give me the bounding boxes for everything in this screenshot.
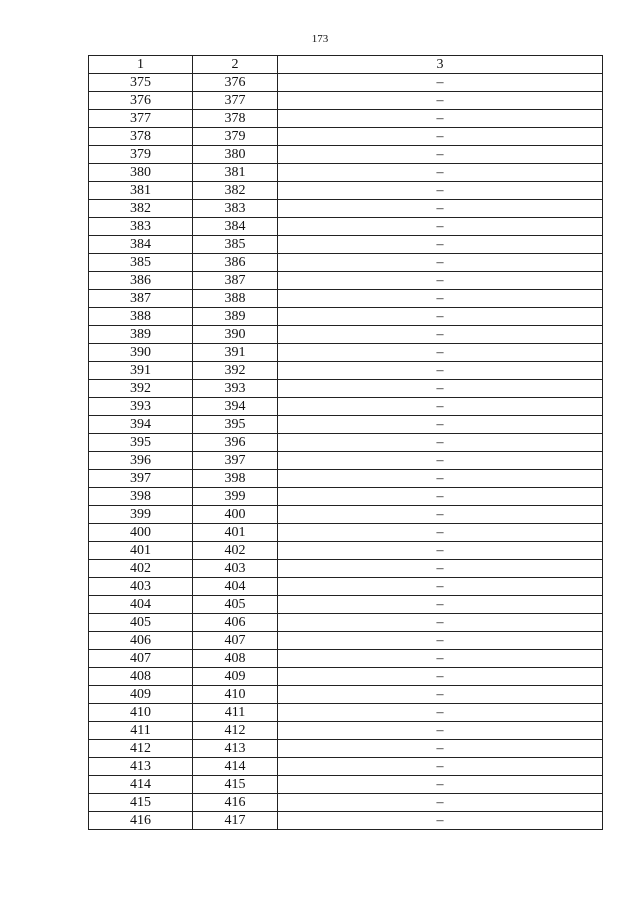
table-row xyxy=(89,218,603,236)
table-row xyxy=(89,740,603,758)
table-cell-col-1: 396 xyxy=(89,452,193,470)
table-cell-col-2: 382 xyxy=(193,182,278,200)
table-row xyxy=(89,308,603,326)
table-cell-col-3: – xyxy=(278,74,603,92)
table-cell-col-3: – xyxy=(278,218,603,236)
table-cell-col-1: 392 xyxy=(89,380,193,398)
table-row xyxy=(89,506,603,524)
table-cell-col-2: 376 xyxy=(193,74,278,92)
table-cell-col-2: 413 xyxy=(193,740,278,758)
table-cell-col-1: 378 xyxy=(89,128,193,146)
table-row xyxy=(89,488,603,506)
table-cell-col-1: 377 xyxy=(89,110,193,128)
table-cell-col-2: 380 xyxy=(193,146,278,164)
table-row xyxy=(89,344,603,362)
table-cell-col-1: 390 xyxy=(89,344,193,362)
table-cell-col-3: – xyxy=(278,614,603,632)
table-cell-col-3: – xyxy=(278,650,603,668)
table-cell-col-2: 397 xyxy=(193,452,278,470)
table-cell-col-3: – xyxy=(278,812,603,830)
table-cell-col-1: 382 xyxy=(89,200,193,218)
table-row xyxy=(89,686,603,704)
table-row xyxy=(89,794,603,812)
table-cell-col-2: 399 xyxy=(193,488,278,506)
column-header-2: 2 xyxy=(193,56,278,74)
table-cell-col-1: 386 xyxy=(89,272,193,290)
table-row xyxy=(89,776,603,794)
table-row xyxy=(89,110,603,128)
table-row xyxy=(89,128,603,146)
table-cell-col-3: – xyxy=(278,506,603,524)
table-cell-col-3: – xyxy=(278,398,603,416)
table-row xyxy=(89,236,603,254)
table-row xyxy=(89,812,603,830)
table-cell-col-2: 412 xyxy=(193,722,278,740)
data-table xyxy=(88,55,603,830)
table-cell-col-3: – xyxy=(278,308,603,326)
table-row xyxy=(89,452,603,470)
table-cell-col-1: 385 xyxy=(89,254,193,272)
table-row xyxy=(89,542,603,560)
table-cell-col-1: 413 xyxy=(89,758,193,776)
table-row xyxy=(89,470,603,488)
table-cell-col-2: 394 xyxy=(193,398,278,416)
table-cell-col-1: 404 xyxy=(89,596,193,614)
table-cell-col-3: – xyxy=(278,380,603,398)
table-cell-col-3: – xyxy=(278,236,603,254)
table-cell-col-3: – xyxy=(278,722,603,740)
column-header-3: 3 xyxy=(278,56,603,74)
table-cell-col-3: – xyxy=(278,128,603,146)
table-cell-col-1: 397 xyxy=(89,470,193,488)
table-cell-col-3: – xyxy=(278,668,603,686)
table-cell-col-1: 389 xyxy=(89,326,193,344)
table-cell-col-2: 378 xyxy=(193,110,278,128)
table-cell-col-2: 377 xyxy=(193,92,278,110)
table-cell-col-1: 416 xyxy=(89,812,193,830)
table-row xyxy=(89,632,603,650)
table-cell-col-3: – xyxy=(278,362,603,380)
table-header-row xyxy=(89,56,603,74)
table-cell-col-2: 396 xyxy=(193,434,278,452)
table-cell-col-3: – xyxy=(278,182,603,200)
table-row xyxy=(89,650,603,668)
table-cell-col-3: – xyxy=(278,92,603,110)
table-row xyxy=(89,416,603,434)
table-cell-col-2: 379 xyxy=(193,128,278,146)
table-cell-col-3: – xyxy=(278,632,603,650)
table-cell-col-3: – xyxy=(278,704,603,722)
table-row xyxy=(89,254,603,272)
table-cell-col-3: – xyxy=(278,434,603,452)
table-cell-col-1: 399 xyxy=(89,506,193,524)
table-cell-col-3: – xyxy=(278,146,603,164)
table-cell-col-1: 375 xyxy=(89,74,193,92)
table-cell-col-3: – xyxy=(278,794,603,812)
table-row xyxy=(89,146,603,164)
table-cell-col-1: 381 xyxy=(89,182,193,200)
table-cell-col-2: 417 xyxy=(193,812,278,830)
table-cell-col-2: 381 xyxy=(193,164,278,182)
table-cell-col-3: – xyxy=(278,452,603,470)
table-row xyxy=(89,74,603,92)
table-cell-col-3: – xyxy=(278,110,603,128)
table-cell-col-2: 386 xyxy=(193,254,278,272)
table-cell-col-2: 403 xyxy=(193,560,278,578)
table-cell-col-1: 409 xyxy=(89,686,193,704)
table-row xyxy=(89,596,603,614)
table-cell-col-3: – xyxy=(278,776,603,794)
table-cell-col-1: 398 xyxy=(89,488,193,506)
table-cell-col-2: 416 xyxy=(193,794,278,812)
table-row xyxy=(89,524,603,542)
table-cell-col-3: – xyxy=(278,470,603,488)
table-row xyxy=(89,668,603,686)
table-cell-col-1: 380 xyxy=(89,164,193,182)
table-cell-col-1: 394 xyxy=(89,416,193,434)
table-cell-col-2: 401 xyxy=(193,524,278,542)
table-cell-col-1: 410 xyxy=(89,704,193,722)
table-cell-col-2: 415 xyxy=(193,776,278,794)
table-cell-col-1: 402 xyxy=(89,560,193,578)
table-cell-col-2: 410 xyxy=(193,686,278,704)
table-cell-col-1: 405 xyxy=(89,614,193,632)
table-row xyxy=(89,758,603,776)
table-cell-col-1: 414 xyxy=(89,776,193,794)
table-row xyxy=(89,434,603,452)
table-cell-col-2: 402 xyxy=(193,542,278,560)
table-cell-col-3: – xyxy=(278,740,603,758)
table-cell-col-3: – xyxy=(278,326,603,344)
table-cell-col-1: 411 xyxy=(89,722,193,740)
page-number: 173 xyxy=(311,33,329,45)
table-cell-col-2: 387 xyxy=(193,272,278,290)
table-cell-col-1: 406 xyxy=(89,632,193,650)
table-cell-col-2: 407 xyxy=(193,632,278,650)
table-cell-col-3: – xyxy=(278,758,603,776)
table-cell-col-3: – xyxy=(278,596,603,614)
table-row xyxy=(89,560,603,578)
table-cell-col-1: 407 xyxy=(89,650,193,668)
table-cell-col-3: – xyxy=(278,542,603,560)
table-cell-col-2: 390 xyxy=(193,326,278,344)
table-cell-col-2: 414 xyxy=(193,758,278,776)
table-cell-col-1: 384 xyxy=(89,236,193,254)
table-cell-col-2: 393 xyxy=(193,380,278,398)
table-row xyxy=(89,578,603,596)
table-cell-col-1: 393 xyxy=(89,398,193,416)
table-row xyxy=(89,200,603,218)
table-cell-col-2: 391 xyxy=(193,344,278,362)
table-cell-col-2: 392 xyxy=(193,362,278,380)
table-cell-col-3: – xyxy=(278,290,603,308)
table-cell-col-3: – xyxy=(278,416,603,434)
table-cell-col-3: – xyxy=(278,560,603,578)
table-body xyxy=(89,74,603,830)
table-cell-col-1: 415 xyxy=(89,794,193,812)
table-row xyxy=(89,164,603,182)
table-cell-col-1: 400 xyxy=(89,524,193,542)
table-cell-col-1: 403 xyxy=(89,578,193,596)
table-cell-col-3: – xyxy=(278,272,603,290)
table-cell-col-1: 412 xyxy=(89,740,193,758)
table-row xyxy=(89,362,603,380)
table-cell-col-2: 408 xyxy=(193,650,278,668)
table-cell-col-1: 383 xyxy=(89,218,193,236)
table-cell-col-1: 408 xyxy=(89,668,193,686)
table-cell-col-3: – xyxy=(278,254,603,272)
table-cell-col-3: – xyxy=(278,488,603,506)
table-cell-col-3: – xyxy=(278,524,603,542)
table-cell-col-2: 404 xyxy=(193,578,278,596)
table-cell-col-2: 383 xyxy=(193,200,278,218)
table-row xyxy=(89,272,603,290)
table-row xyxy=(89,614,603,632)
table-row xyxy=(89,326,603,344)
table-cell-col-1: 379 xyxy=(89,146,193,164)
table-cell-col-2: 409 xyxy=(193,668,278,686)
table-cell-col-3: – xyxy=(278,578,603,596)
table-cell-col-2: 389 xyxy=(193,308,278,326)
table-cell-col-2: 385 xyxy=(193,236,278,254)
table-cell-col-1: 395 xyxy=(89,434,193,452)
table-cell-col-1: 401 xyxy=(89,542,193,560)
table-cell-col-2: 405 xyxy=(193,596,278,614)
table-row xyxy=(89,398,603,416)
table-cell-col-1: 391 xyxy=(89,362,193,380)
table-cell-col-2: 411 xyxy=(193,704,278,722)
table-cell-col-2: 398 xyxy=(193,470,278,488)
table-row xyxy=(89,182,603,200)
table-row xyxy=(89,92,603,110)
table-cell-col-1: 387 xyxy=(89,290,193,308)
table-cell-col-2: 384 xyxy=(193,218,278,236)
table-row xyxy=(89,290,603,308)
table-cell-col-3: – xyxy=(278,164,603,182)
table-cell-col-2: 395 xyxy=(193,416,278,434)
table-cell-col-2: 388 xyxy=(193,290,278,308)
table-cell-col-1: 388 xyxy=(89,308,193,326)
table-cell-col-3: – xyxy=(278,686,603,704)
column-header-1: 1 xyxy=(89,56,193,74)
table-row xyxy=(89,722,603,740)
table-row xyxy=(89,704,603,722)
table-row xyxy=(89,380,603,398)
table-cell-col-3: – xyxy=(278,344,603,362)
table-cell-col-2: 406 xyxy=(193,614,278,632)
table-cell-col-1: 376 xyxy=(89,92,193,110)
table-cell-col-3: – xyxy=(278,200,603,218)
table-cell-col-2: 400 xyxy=(193,506,278,524)
